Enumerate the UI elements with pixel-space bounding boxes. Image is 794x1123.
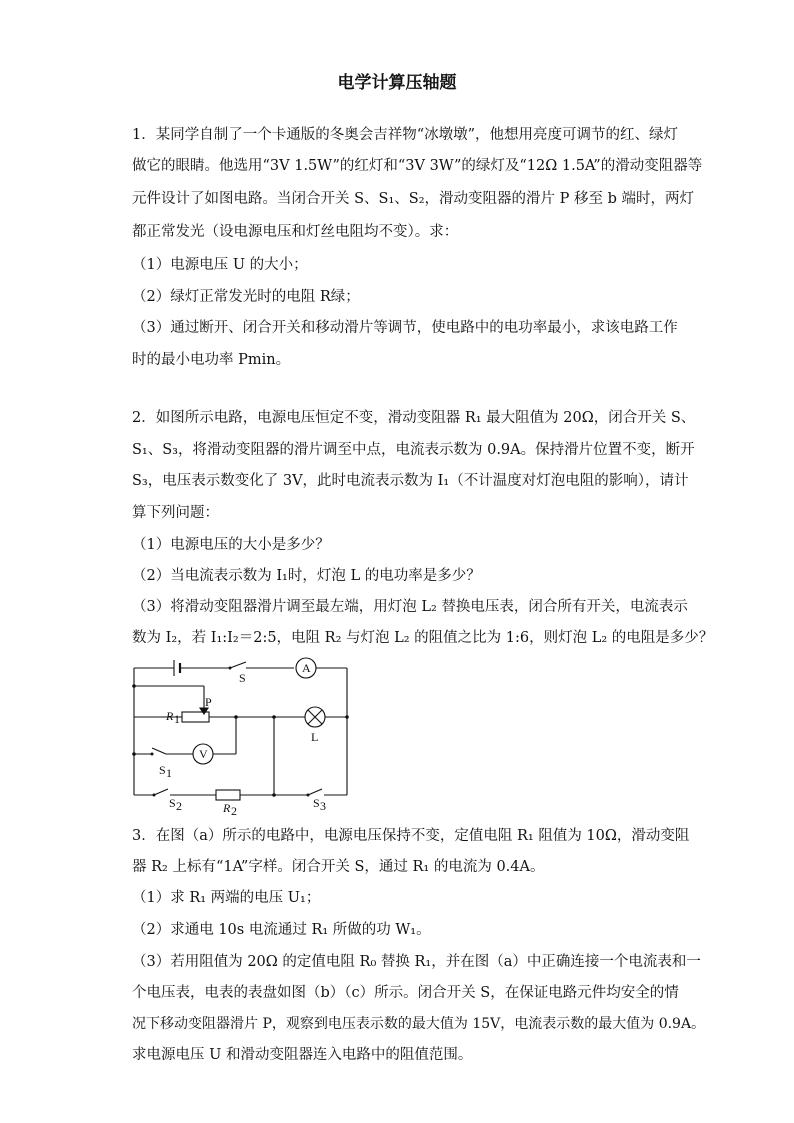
q1-line-4: 都正常发光（设电源电压和灯丝电阻均不变）。求： [132,224,459,240]
q3-sub-2: （2）求通电 10s 电流通过 R₁ 所做的功 W₁。 [132,922,431,938]
s3-label: S [313,796,320,810]
q1-sub-3: （3）通过断开、闭合开关和移动滑片等调节，使电路中的电功率最小，求该电路工作 [132,320,678,336]
q3-sub-3: （3）若用阻值为 20Ω 的定值电阻 R₀ 替换 R₁，并在图（a）中正确连接一个电流表和一 [132,954,701,970]
circuit-diagram [126,652,361,817]
q1-sub-3-cont: 时的最小电功率 Pmin。 [132,352,291,368]
q3-line-2: 器 R₂ 上标有“1A”字样。闭合开关 S，通过 R₁ 的电流为 0.4A。 [132,859,545,875]
voltmeter-label: V [199,747,208,761]
switch-s1 [152,748,166,754]
s3-sub: 3 [320,799,326,813]
slider-p-label: P [205,695,212,709]
q1-line-3: 元件设计了如图电路。当闭合开关 S、S₁、S₂，滑动变阻器的滑片 P 移至 b 端时，两灯 [132,191,695,207]
q2-sub-2: （2）当电流表示数为 I₁时，灯泡 L 的电功率是多少？ [132,568,481,584]
ammeter-label: A [302,661,311,675]
lamp-label: L [311,730,319,744]
resistor-r2 [216,790,240,800]
q3-sub-3-cont-3: 求电源电压 U 和滑动变阻器连入电路中的阻值范围。 [132,1047,473,1063]
q2-line-1: 2．如图所示电路，电源电压恒定不变，滑动变阻器 R₁ 最大阻值为 20Ω，闭合开关 S、 [132,410,696,426]
s2-label: S [169,796,176,810]
s1-sub: 1 [166,766,172,780]
q2-line-4: 算下列问题： [132,505,219,521]
r1-sub: 1 [174,712,180,726]
q2-sub-3-cont: 数为 I₂，若 I₁:I₂＝2:5，电阻 R₂ 与灯泡 L₂ 的阻值之比为 1:6，则灯泡 L₂ 的电阻是多少？ [132,630,714,646]
switch-s [230,662,246,668]
q1-line-2: 做它的眼睛。他选用“3V 1.5W”的红灯和“3V 3W”的绿灯及“12Ω 1.5A”的滑动变阻器等 [132,158,703,174]
q3-sub-1: （1）求 R₁ 两端的电压 U₁； [132,890,321,906]
s1-label: S [159,763,166,777]
q1-sub-2: （2）绿灯正常发光时的电阻 R绿； [132,289,360,305]
page-title: 电学计算压轴题 [337,73,457,93]
q3-sub-3-cont-2: 况下移动变阻器滑片 P，观察到电压表示数的最大值为 15V，电流表示数的最大值为 0.9A。 [132,1016,706,1032]
r2-sub: 2 [231,804,237,817]
s2-sub: 2 [176,799,182,813]
q2-line-2: S₁、S₃，将滑动变阻器的滑片调至中点，电流表示数为 0.9A。保持滑片位置不变，断开 [132,442,695,458]
switch-s2 [154,789,168,795]
switch-s3 [308,789,322,795]
q1-sub-1: （1）电源电压 U 的大小； [132,257,308,273]
q2-sub-1: （1）电源电压的大小是多少？ [132,537,330,553]
q3-sub-3-cont-1: 个电压表，电表的表盘如图（b）（c）所示。闭合开关 S，在保证电路元件均安全的情 [132,985,679,1001]
r2-label: R [223,801,231,815]
q2-line-3: S₃，电压表示数变化了 3V，此时电流表示数为 I₁（不计温度对灯泡电阻的影响），请计 [132,473,689,489]
r1-label: R [166,709,174,723]
q1-line-1: 1．某同学自制了一个卡通版的冬奥会吉祥物“冰墩墩”，他想用亮度可调节的红、绿灯 [132,127,679,143]
q2-sub-3: （3）将滑动变阻器滑片调至最左端，用灯泡 L₂ 替换电压表，闭合所有开关，电流表示 [132,599,688,615]
q3-line-1: 3．在图（a）所示的电路中，电源电压保持不变，定值电阻 R₁ 阻值为 10Ω，滑动变阻 [132,828,690,844]
switch-s-label: S [239,671,246,685]
